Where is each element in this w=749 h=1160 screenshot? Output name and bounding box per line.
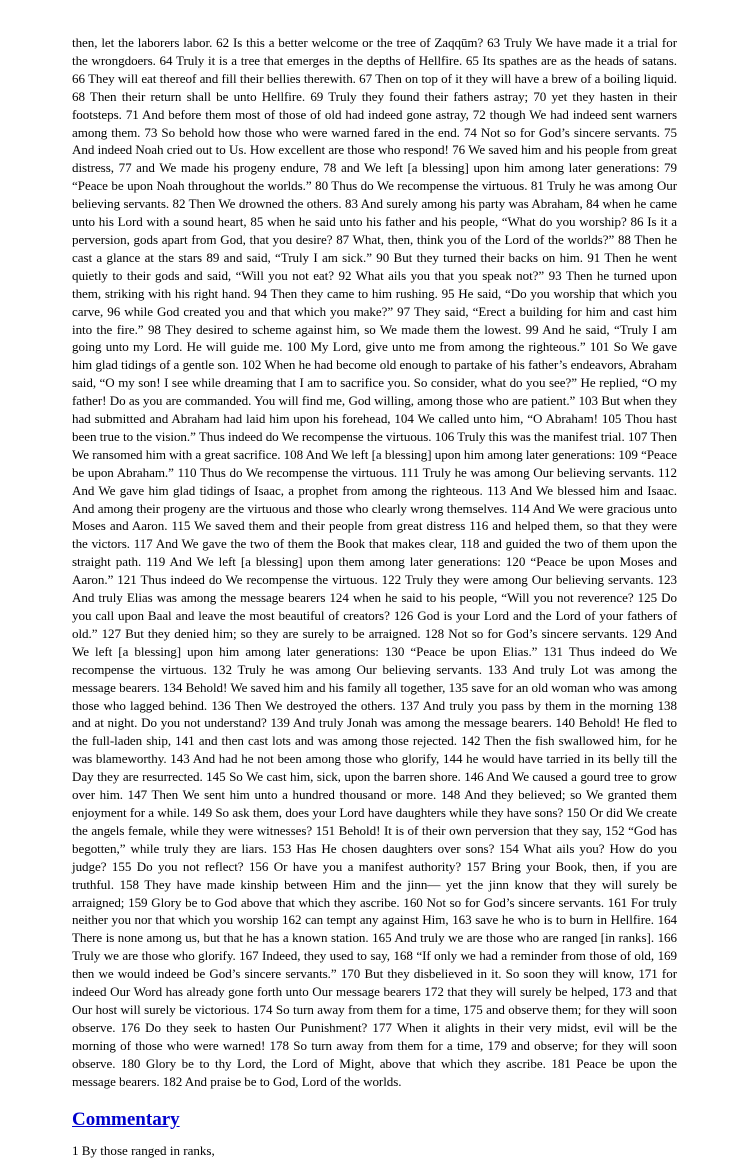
commentary-verse-1: 1 By those ranged in ranks, — [72, 1143, 215, 1159]
commentary-link[interactable]: Commentary — [72, 1109, 180, 1131]
scripture-text: then, let the laborers labor. 62 Is this a better welcome or the tree of Zaqqūm? 63 Truly We have made it a trial for the wrongdoers. 64 Truly it is a tree that emerges in the depths of Hellfire. 65 Its spathes are as the heads of satans. 66 They will eat thereof and fill their bellies therewith. 67 Then on top of it they will have a brew of a boiling liquid. 68 Then their return shall be unto Hellfire. 69 Truly they found their fathers astray; 70 yet they hasten in their footsteps. 71 And before them most of those of old had indeed gone astray, 72 though We had indeed sent warners among them. 73 So behold how those who were warned fared in the end. 74 Not so for God’s sincere servants. 75 And indeed Noah cried out to Us. How excellent are those who respond! 76 We saved him and his people from great distress, 77 and We made his progeny endure, 78 and We left [a blessing] upon him among later generations: 79 “Peace be upon Noah throughout the worlds.” 80 Thus do We recompense the virtuous. 81 Truly he was among Our believing servants. 82 Then We drowned the others. 83 And surely among his party was Abraham, 84 when he came unto his Lord with a sound heart, 85 when he said unto his father and his people, “What do you worship? 86 Is it a perversion, gods apart from God, that you desire? 87 What, then, think you of the Lord of the worlds?” 88 Then he cast a glance at the stars 89 and said, “Truly I am sick.” 90 But they turned their backs on him. 91 Then he went quietly to their gods and said, “Will you not eat? 92 What ails you that you speak not?” 93 Then he turned upon them, striking with his right hand. 94 Then they came to him rushing. 95 He said, “Do you worship that which you carve, 96 while God created you and that which you make?” 97 They said, “Erect a building for him and cast him into the fire.” 98 They desired to scheme against him, so We made them the lowest. 99 And he said, “Truly I am going unto my Lord. He will guide me. 100 My Lord, give unto me from among the righteous.” 101 So We gave him glad tidings of a gentle son. 102 When he had become old enough to partake of his father’s endeavors, Abraham said, “O my son! I see while dreaming that I am to sacrifice you. So consider, what do you see?” He replied, “O my father! Do as you are commanded. You will find me, God willing, among those who are patient.” 103 But when they had submitted and Abraham had laid him upon his forehead, 104 We called unto him, “O Abraham! 105 Thou hast been true to the vision.” Thus indeed do We recompense the virtuous. 106 Truly this was the manifest trial. 107 Then We ransomed him with a great sacrifice. 108 And We left [a blessing] upon him among later generations: 109 “Peace be upon Abraham.” 110 Thus do We recompense the virtuous. 111 Truly he was among Our believing servants. 112 And We gave him glad tidings of Isaac, a prophet from among the righteous. 113 And We blessed him and Isaac. And among their progeny are the virtuous and those who clearly wrong themselves. 114 And We were gracious unto Moses and Aaron. 115 We saved them and their people from great distress 116 and helped them, so that they were the victors. 117 And We gave the two of them the Book that makes clear, 118 and guided the two of them upon the straight path. 119 And We left [a blessing] upon them among later generations: 120 “Peace be upon Moses and Aaron.” 121 Thus indeed do We recompense the virtuous. 122 Truly they were among Our believing servants. 123 And truly Elias was among the message bearers 124 when he said to his people, “Will you not reverence? 125 Do you call upon Baal and leave the most beautiful of creators? 126 God is your Lord and the Lord of your fathers of old.” 127 But they denied him; so they are surely to be arraigned. 128 Not so for God’s sincere servants. 129 And We left [a blessing] upon him among later generations: 130 “Peace be upon Elias.” 131 Thus indeed do We recompense the virtuous. 132 Truly he was among Our believing servants. 133 And truly Lot was among the message bearers. 134 Behold! We saved him and his family all together, 135 save for an old woman who was among those who lagged behind. 136 Then We destroyed the others. 137 And truly you pass by them in the morning 138 and at night. Do you not understand? 139 And truly Jonah was among the message bearers. 140 Behold! He fled to the full-laden ship, 141 and then cast lots and was among those rejected. 142 Then the fish swallowed him, for he was blameworthy. 143 And had he not been among those who glorify, 144 he would have tarried in its belly till the Day they are resurrected. 145 So We cast him, sick, upon the barren shore. 146 And We caused a gourd tree to grow over him. 147 Then We sent him unto a hundred thousand or more. 148 And they believed; so We granted them enjoyment for a while. 149 So ask them, does your Lord have daughters while they have sons? 150 Or did We create the angels female, while they were witnesses? 151 Behold! It is of their own perversion that they say, 152 “God has begotten,” while truly they are liars. 153 Has He chosen daughters over sons? 154 What ails you? How do you judge? 155 Do you not reflect? 156 Or have you a manifest authority? 157 Bring your Book, then, if you are truthful. 158 They have made kinship between Him and the jinn— yet the jinn know that they will surely be arraigned; 159 Glory be to God above that which they ascribe. 160 Not so for God’s sincere servants. 161 For truly neither you nor that which you worship 162 can tempt any against Him, 163 save he who is to burn in Hellfire. 164 There is none among us, but that he has a known station. 165 And truly we are those who are ranged [in ranks]. 166 Truly we are those who glorify. 167 Indeed, they used to say, 168 “If only we had a reminder from those of old, 169 then we would indeed be God’s sincere servants.” 170 But they disbelieved in it. So soon they will know, 171 for indeed Our Word has already gone forth unto Our message bearers 172 that they will surely be helped, 173 and that Our host will surely be victorious. 174 So turn away from them for a time, 175 and observe them; for they will soon observe. 176 Do they seek to hasten Our Punishment? 177 When it alights in their very midst, evil will be the morning of those who were warned! 178 So turn away from them for a time, 179 and observe; for they will soon observe. 180 Glory be to thy Lord, the Lord of Might, above that which they ascribe. 181 Peace be upon the message bearers. 182 And praise be to God, Lord of the worlds. — [72, 35, 677, 1089]
